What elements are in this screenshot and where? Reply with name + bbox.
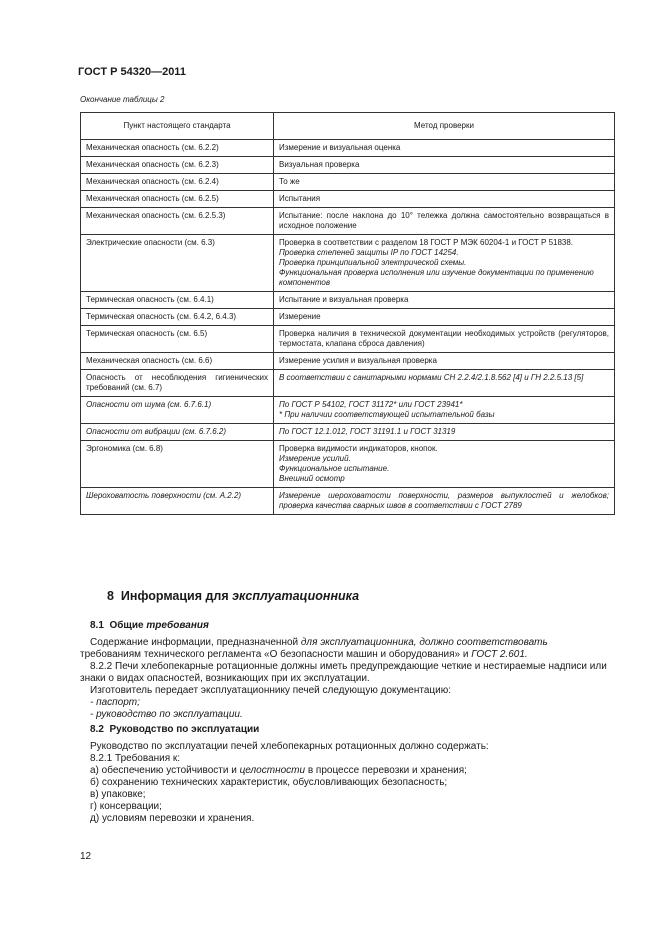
cell-text: Механическая опасность (см. 6.2.4) bbox=[86, 177, 219, 186]
table-cell-method bbox=[274, 370, 615, 397]
list-item: г) консервации; bbox=[90, 801, 162, 812]
cell-text: Испытание и визуальная проверка bbox=[279, 295, 409, 304]
table-cell-method bbox=[274, 174, 615, 191]
cell-text: По ГОСТ 12.1.012, ГОСТ 31191.1 и ГОСТ 31319 bbox=[279, 427, 456, 436]
table-row bbox=[81, 441, 615, 488]
table-cell-method bbox=[274, 309, 615, 326]
cell-text: В соответствии с санитарными нормами СН 2.2.4/2.1.8.562 [4] и ГН 2.2.5.13 [5] bbox=[279, 373, 584, 382]
verification-table bbox=[80, 112, 615, 515]
cell-text: Термическая опасность (см. 6.5) bbox=[86, 329, 208, 338]
page-number: 12 bbox=[80, 851, 92, 862]
table-cell-item bbox=[81, 208, 274, 235]
table-row bbox=[81, 397, 615, 424]
table-cell-method bbox=[274, 424, 615, 441]
subsection-number: 8.1 bbox=[90, 620, 104, 631]
table-cell-method bbox=[274, 353, 615, 370]
column-header-item: Пункт настоящего стандарта bbox=[81, 113, 274, 140]
table-cell-item bbox=[81, 397, 274, 424]
table-cell-item bbox=[81, 309, 274, 326]
cell-text: Визуальная проверка bbox=[279, 160, 360, 169]
section-8-body bbox=[80, 620, 615, 825]
table-header-row bbox=[81, 113, 615, 140]
table-cell-item bbox=[81, 353, 274, 370]
cell-text: То же bbox=[279, 177, 300, 186]
cell-text: Механическая опасность (см. 6.2.3) bbox=[86, 160, 219, 169]
cell-text: Проверка видимости индикаторов, кнопок. bbox=[279, 444, 438, 453]
subsection-title: Общие bbox=[109, 620, 144, 631]
list-text: а) обеспечению устойчивости и bbox=[90, 765, 237, 776]
paragraph-text: Содержание информации, предназначенной bbox=[90, 637, 299, 648]
list-item: - руководство по эксплуатации. bbox=[90, 709, 243, 720]
cell-text: Термическая опасность (см. 6.4.1) bbox=[86, 295, 214, 304]
cell-text: Измерение усилия и визуальная проверка bbox=[279, 356, 437, 365]
section-8-title bbox=[107, 589, 359, 603]
table-row bbox=[81, 174, 615, 191]
table-cell-item bbox=[81, 370, 274, 397]
section-number: 8 bbox=[107, 589, 114, 603]
table-row bbox=[81, 326, 615, 353]
section-title-regular: Информация для bbox=[120, 589, 229, 603]
cell-text: По ГОСТ Р 54102, ГОСТ 31172* или ГОСТ 23941* bbox=[279, 400, 463, 409]
section-title-italic: эксплуатационника bbox=[232, 589, 360, 603]
document-code: ГОСТ Р 54320—2011 bbox=[78, 66, 186, 78]
table-row bbox=[81, 424, 615, 441]
table-row bbox=[81, 488, 615, 515]
paragraph-general bbox=[80, 637, 615, 649]
cell-text: Опасности от шума (см. 6.7.6.1) bbox=[86, 400, 212, 409]
list-item: - паспорт; bbox=[90, 697, 140, 708]
cell-text: Механическая опасность (см. 6.2.5.3) bbox=[86, 211, 226, 220]
table-cell-method bbox=[274, 326, 615, 353]
paragraph-8-2-2: 8.2.2 Печи хлебопекарные ротационные должны иметь предупреждающие четкие и нестираемые надписи или знаки о видах опасностей, возникающих при их эксплуатации. bbox=[80, 661, 607, 684]
table-cell-method bbox=[274, 292, 615, 309]
paragraph-manual: Руководство по эксплуатации печей хлебопекарных ротационных должно содержать: bbox=[90, 741, 489, 752]
cell-text: * При наличии соответствующей испытательной базы bbox=[279, 410, 495, 419]
cell-text: Электрические опасности (см. 6.3) bbox=[86, 238, 215, 247]
cell-text: Проверка наличия в технической документации необходимых устройств (регуляторов, термостата, клапана сброса давления) bbox=[279, 329, 609, 348]
table-caption: Окончание таблицы 2 bbox=[80, 95, 165, 104]
cell-text: Функциональная проверка исполнения или изучение документации по применению компонентов bbox=[279, 268, 594, 287]
table-row bbox=[81, 292, 615, 309]
table-cell-method bbox=[274, 140, 615, 157]
table-body bbox=[81, 140, 615, 515]
table-cell-method bbox=[274, 488, 615, 515]
subsection-number: 8.2 bbox=[90, 724, 104, 735]
table-cell-method bbox=[274, 441, 615, 488]
cell-text: Эргономика (см. 6.8) bbox=[86, 444, 163, 453]
cell-text: Измерение шероховатости поверхности, размеров выпуклостей и желобков; проверка качества сварных швов в соответствии с ГОСТ 2789 bbox=[279, 491, 609, 510]
cell-text: Измерение и визуальная оценка bbox=[279, 143, 401, 152]
list-item: б) сохранению технических характеристик, обусловливающих безопасность; bbox=[90, 777, 448, 788]
subsection-title-italic: требования bbox=[146, 620, 209, 631]
list-text-italic: целостности bbox=[239, 765, 306, 776]
table-cell-item bbox=[81, 140, 274, 157]
paragraph-text: требованиям технического регламента «О безопасности машин и оборудования» и bbox=[80, 649, 469, 660]
table-cell-item bbox=[81, 174, 274, 191]
table-row bbox=[81, 191, 615, 208]
column-header-method: Метод проверки bbox=[274, 113, 615, 140]
cell-text: Опасности от вибрации (см. 6.7.6.2) bbox=[86, 427, 227, 436]
table-cell-item bbox=[81, 424, 274, 441]
cell-text: Механическая опасность (см. 6.2.5) bbox=[86, 194, 219, 203]
paragraph-general-cont bbox=[80, 649, 615, 661]
cell-text: Функциональное испытание. bbox=[279, 464, 390, 473]
list-item: в) упаковке; bbox=[90, 789, 146, 800]
cell-text: Измерение bbox=[279, 312, 321, 321]
cell-text: Проверка принципиальной электрической схемы. bbox=[279, 258, 467, 267]
subsection-8-1-title bbox=[80, 620, 615, 632]
table-cell-method bbox=[274, 235, 615, 292]
table-cell-item bbox=[81, 292, 274, 309]
cell-text: Механическая опасность (см. 6.2.2) bbox=[86, 143, 219, 152]
table-cell-method bbox=[274, 208, 615, 235]
table-row bbox=[81, 235, 615, 292]
table-row bbox=[81, 353, 615, 370]
list-text: в процессе перевозки и хранения; bbox=[307, 765, 467, 776]
cell-text: Шероховатость поверхности (см. А.2.2) bbox=[86, 491, 242, 500]
cell-text: Внешний осмотр bbox=[279, 474, 345, 483]
subsection-title: Руководство по эксплуатации bbox=[109, 724, 260, 735]
cell-text: Термическая опасность (см. 6.4.2, 6.4.3) bbox=[86, 312, 237, 321]
table-row bbox=[81, 309, 615, 326]
paragraph-documentation: Изготовитель передает эксплуатационнику печей следующую документацию: bbox=[90, 685, 451, 696]
paragraph-text-italic: для эксплуатационника, должно соответствовать bbox=[300, 637, 548, 648]
table-row bbox=[81, 208, 615, 235]
paragraph-8-2-1: 8.2.1 Требования к: bbox=[90, 753, 181, 764]
table-cell-item bbox=[81, 191, 274, 208]
table-row bbox=[81, 370, 615, 397]
table-cell-method bbox=[274, 191, 615, 208]
table-cell-method bbox=[274, 397, 615, 424]
subsection-8-2-title bbox=[80, 724, 615, 736]
table-cell-item bbox=[81, 326, 274, 353]
cell-text: Проверка в соответствии с разделом 18 ГОСТ Р МЭК 60204-1 и ГОСТ Р 51838. bbox=[279, 238, 574, 247]
table-row bbox=[81, 157, 615, 174]
list-item: д) условиям перевозки и хранения. bbox=[90, 813, 255, 824]
table-row bbox=[81, 140, 615, 157]
cell-text: Механическая опасность (см. 6.6) bbox=[86, 356, 213, 365]
cell-text: Проверка степеней защиты IP по ГОСТ 14254. bbox=[279, 248, 459, 257]
paragraph-text-italic: ГОСТ 2.601. bbox=[471, 649, 528, 660]
cell-text: Измерение усилий. bbox=[279, 454, 351, 463]
table-cell-item bbox=[81, 441, 274, 488]
list-item bbox=[80, 765, 615, 777]
table-cell-item bbox=[81, 488, 274, 515]
cell-text: Испытание: после наклона до 10° тележка должна самостоятельно возвращаться в исходное положение bbox=[279, 211, 609, 230]
table-cell-item bbox=[81, 157, 274, 174]
table-cell-method bbox=[274, 157, 615, 174]
cell-text: Опасность от несоблюдения гигиенических требований (см. 6.7) bbox=[86, 373, 268, 392]
table-cell-item bbox=[81, 235, 274, 292]
cell-text: Испытания bbox=[279, 194, 321, 203]
